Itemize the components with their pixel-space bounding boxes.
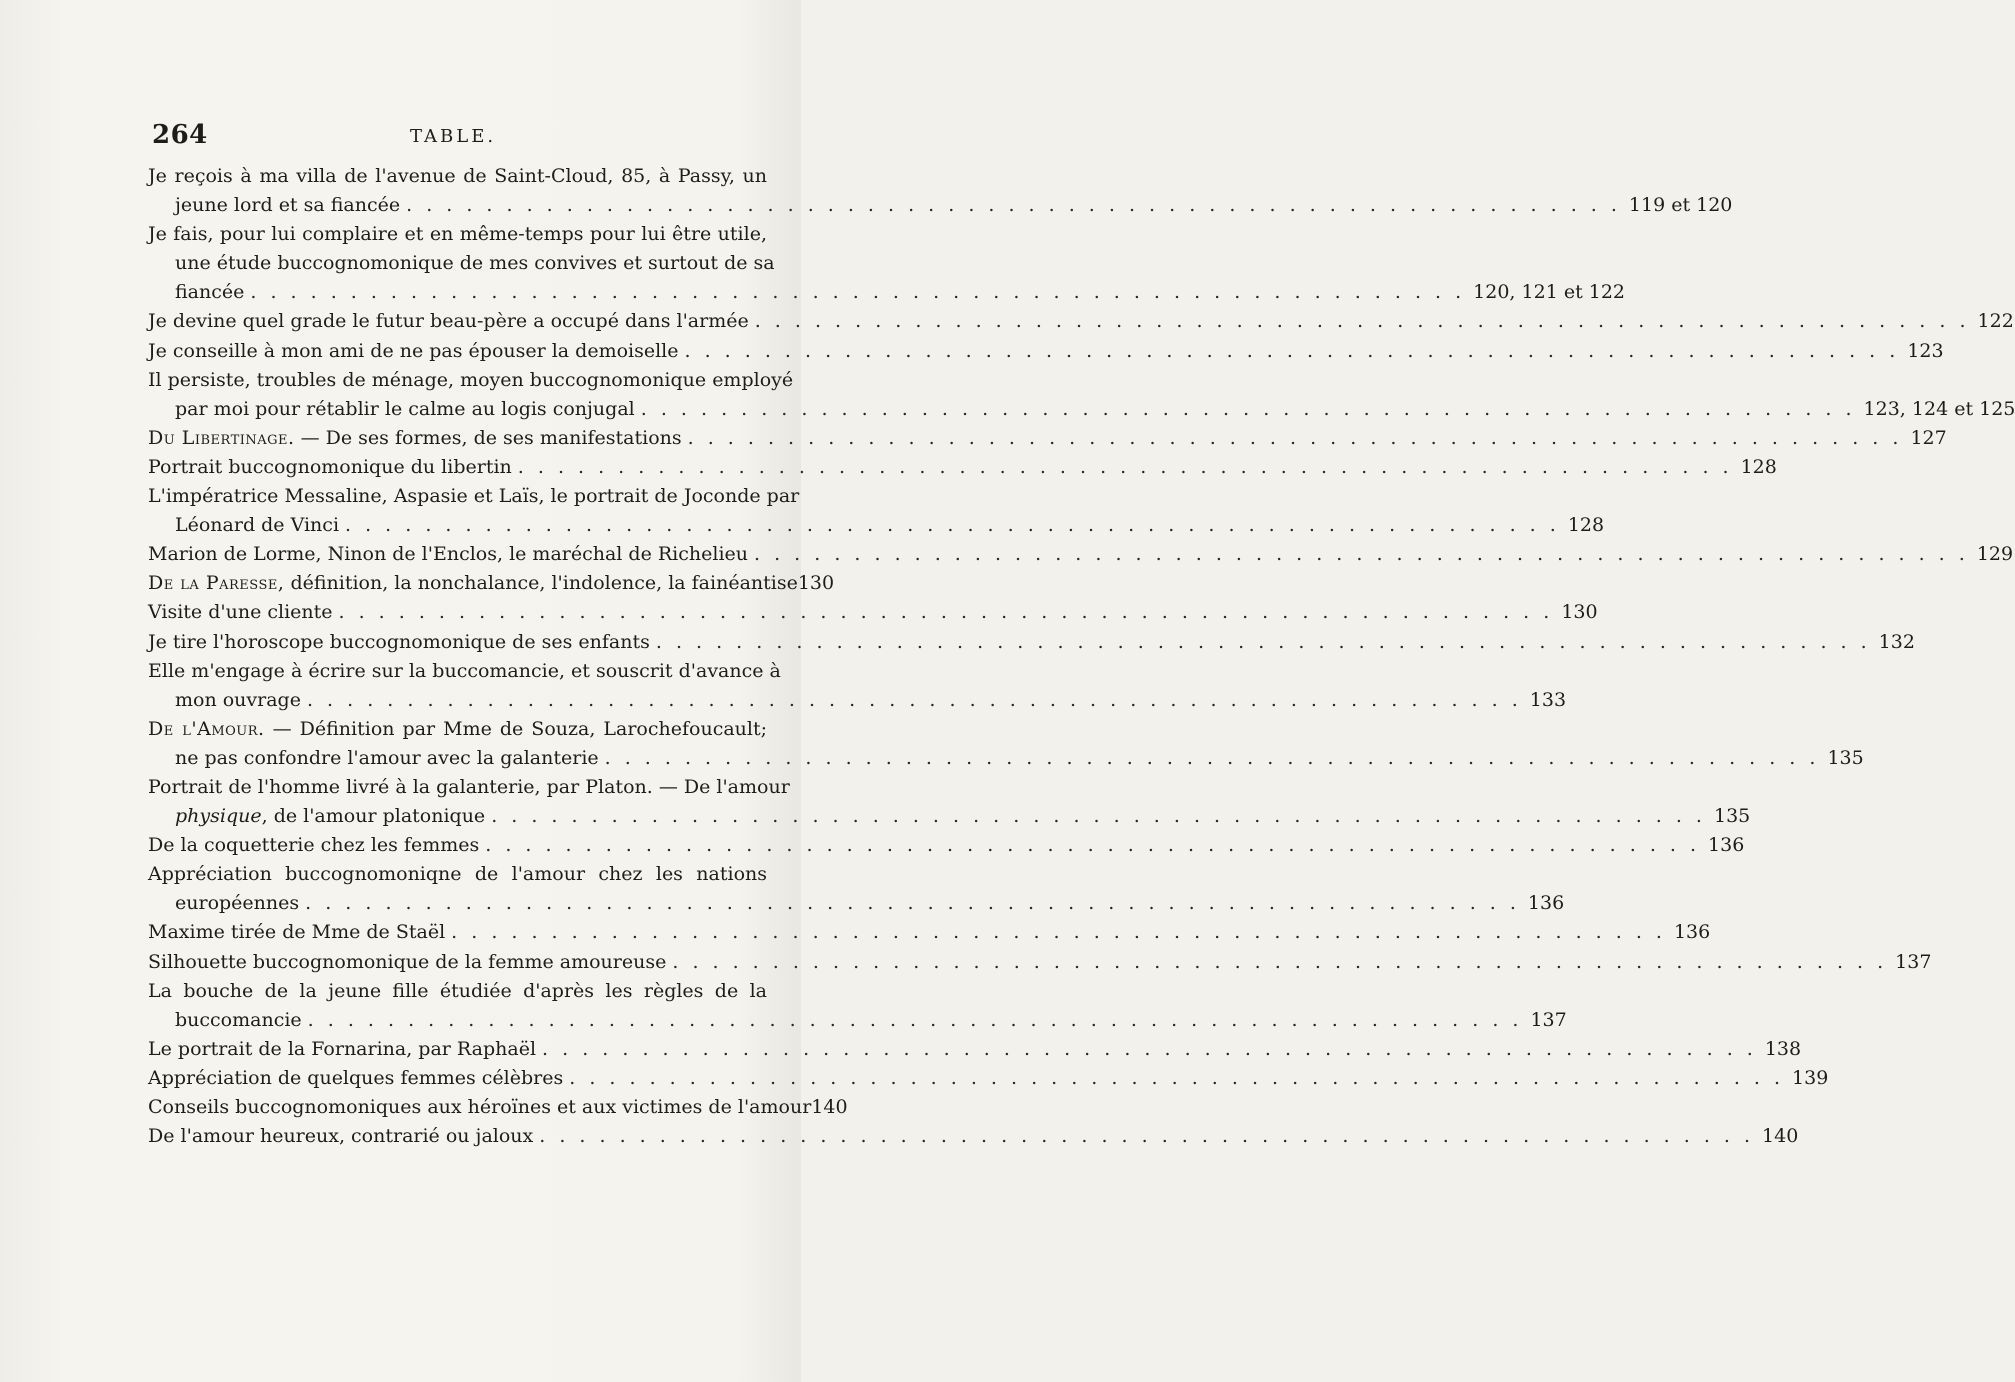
toc-page-number: 139 — [1792, 1066, 1829, 1089]
toc-entry-line — [0, 773, 790, 802]
toc-entry-text: fiancée — [175, 281, 245, 304]
toc-page-number: 133 — [1529, 688, 1567, 711]
toc-entry — [0, 831, 1745, 860]
toc-entry-text: Maxime tirée de Mme de Staël — [148, 921, 446, 944]
toc-page-number: 123 — [1907, 339, 1944, 362]
toc-entry — [0, 977, 1567, 1035]
toc-entry-text: Je fais, pour lui complaire et en même-temps pour lui être utile, — [148, 223, 767, 246]
toc-entry-text: De l'Amour. — Définition par Mme de Souza, Larochefoucault; — [148, 717, 768, 740]
toc-entry-text: ne pas confondre l'amour avec la galanterie — [175, 746, 599, 769]
toc-page-number: 120, 121 et 122 — [1473, 281, 1626, 304]
toc-entry-line — [0, 598, 1598, 627]
toc-entry-line — [0, 569, 835, 598]
toc-entry-line — [0, 395, 2015, 424]
toc-entry-text: Du Libertinage. — De ses formes, de ses manifestations — [148, 426, 682, 449]
dot-leader — [406, 191, 1621, 220]
toc-entry-line — [0, 802, 1751, 831]
dot-leader — [754, 540, 1969, 569]
table-of-contents — [0, 162, 2015, 1151]
dot-leader — [451, 918, 1666, 947]
toc-page-number: 123, 124 et 125 — [1863, 397, 2015, 420]
toc-entry-line — [0, 744, 1864, 773]
dot-leader — [305, 889, 1520, 918]
toc-entry — [0, 715, 1864, 773]
dot-leader — [518, 453, 1733, 482]
toc-entry-line — [0, 1006, 1567, 1035]
toc-entry — [0, 220, 1626, 307]
toc-entry-text: mon ouvrage — [175, 688, 301, 711]
toc-entry-text: Je reçois à ma villa de l'avenue de Saint-Cloud, 85, à Passy, un — [148, 165, 767, 187]
toc-entry-line — [0, 482, 800, 511]
toc-entry — [0, 918, 1711, 947]
toc-entry-line — [0, 977, 767, 1006]
toc-entry-line — [0, 307, 2014, 336]
page-header — [152, 120, 752, 156]
toc-entry-text: Je devine quel grade le futur beau-père a occupé dans l'armée — [148, 310, 749, 333]
toc-entry-text: De la Paresse, définition, la nonchalance, l'indolence, la fainéantise — [148, 572, 798, 595]
toc-entry-text: physique, de l'amour platonique — [175, 805, 486, 828]
toc-page-number: 136 — [1527, 892, 1565, 915]
toc-entry-text: L'impératrice Messaline, Aspasie et Laïs, le portrait de Joconde par — [148, 485, 800, 508]
dot-leader — [491, 802, 1706, 831]
toc-entry-line — [0, 686, 1567, 715]
toc-entry-text: Visite d'une cliente — [148, 601, 333, 624]
toc-entry-line — [0, 511, 1605, 540]
toc-entry-text: Portrait buccognomonique du libertin — [148, 455, 512, 478]
toc-entry-text: une étude buccognomonique de mes convives et surtout de sa — [175, 252, 775, 275]
toc-entry — [0, 162, 1733, 220]
toc-entry-line — [0, 889, 1565, 918]
dot-leader — [641, 395, 1856, 424]
toc-entry-line — [0, 278, 1626, 307]
toc-entry — [0, 1035, 1802, 1064]
toc-entry-text: Silhouette buccognomonique de la femme amoureuse — [148, 950, 667, 973]
toc-entry — [0, 482, 1605, 540]
dot-leader — [542, 1035, 1757, 1064]
toc-entry — [0, 569, 835, 598]
toc-entry — [0, 1093, 848, 1122]
toc-entry-text: Léonard de Vinci — [175, 514, 340, 537]
dot-leader — [345, 511, 1560, 540]
page-number: 264 — [152, 120, 208, 150]
toc-entry-line — [0, 1064, 1829, 1093]
toc-page-number: 140 — [1762, 1125, 1799, 1148]
toc-entry-text: Appréciation buccognomoniqne de l'amour chez les nations — [148, 863, 767, 886]
toc-entry-line — [0, 831, 1745, 860]
toc-entry — [0, 628, 1915, 657]
toc-entry-line — [0, 860, 767, 889]
toc-entry-line — [0, 191, 1733, 220]
toc-entry-line — [0, 948, 1932, 977]
toc-entry-line — [0, 918, 1711, 947]
dot-leader — [688, 424, 1903, 453]
toc-entry — [0, 860, 1565, 918]
dot-leader — [308, 1006, 1523, 1035]
toc-page-number: 137 — [1530, 1008, 1567, 1031]
dot-leader — [605, 744, 1820, 773]
toc-page-number: 122 — [1977, 310, 2014, 333]
toc-entry — [0, 424, 1947, 453]
toc-entry-text: Marion de Lorme, Ninon de l'Enclos, le maréchal de Richelieu — [148, 543, 749, 566]
toc-page-number: 119 et 120 — [1628, 194, 1733, 217]
toc-entry-line — [0, 1093, 848, 1122]
running-title: TABLE. — [410, 126, 497, 147]
toc-entry-text: par moi pour rétablir le calme au logis conjugal — [175, 397, 635, 420]
toc-page-number: 135 — [1827, 746, 1864, 769]
dot-leader — [672, 948, 1887, 977]
dot-leader — [339, 598, 1554, 627]
dot-leader — [485, 831, 1700, 860]
toc-entry — [0, 307, 2014, 336]
dot-leader — [307, 686, 1522, 715]
toc-entry-line — [0, 366, 794, 395]
toc-page-number: 127 — [1910, 426, 1947, 449]
toc-entry — [0, 540, 2014, 569]
toc-entry-text: jeune lord et sa fiancée — [175, 194, 401, 217]
toc-entry-line — [0, 1035, 1802, 1064]
toc-entry-text: De la coquetterie chez les femmes — [148, 834, 480, 857]
toc-entry-line — [0, 162, 767, 191]
toc-page-number: 128 — [1567, 514, 1605, 537]
toc-entry — [0, 453, 1777, 482]
dot-leader — [656, 628, 1871, 657]
toc-page-number: 135 — [1713, 805, 1751, 828]
toc-entry — [0, 366, 2015, 424]
toc-entry-text: Conseils buccognomoniques aux héroïnes et aux victimes de l'amour — [148, 1096, 812, 1118]
toc-entry — [0, 948, 1932, 977]
dot-leader — [250, 278, 1465, 307]
toc-page-number: 129 — [1976, 543, 2014, 566]
toc-page-number: 130 — [797, 572, 835, 595]
toc-entry-line — [0, 1122, 1799, 1151]
toc-page-number: 136 — [1708, 834, 1745, 857]
toc-entry-text: Appréciation de quelques femmes célèbres — [148, 1066, 564, 1089]
toc-entry — [0, 1064, 1829, 1093]
toc-entry-text: Le portrait de la Fornarina, par Raphaël — [148, 1037, 537, 1060]
section-heading: De la Paresse, — [148, 572, 285, 595]
toc-entry-line — [0, 657, 781, 686]
toc-entry-line — [0, 337, 1944, 366]
toc-entry-text: Il persiste, troubles de ménage, moyen buccognomonique employé — [148, 368, 794, 391]
toc-page-number: 137 — [1895, 950, 1932, 973]
toc-entry — [0, 1122, 1799, 1151]
toc-page-number: 138 — [1764, 1037, 1802, 1060]
toc-entry-text: Elle m'engage à écrire sur la buccomancie, et souscrit d'avance à — [148, 659, 781, 682]
toc-entry-line — [0, 715, 767, 744]
toc-entry — [0, 657, 1567, 715]
toc-page-number: 136 — [1673, 921, 1711, 944]
toc-entry — [0, 773, 1751, 831]
dot-leader — [569, 1064, 1784, 1093]
toc-entry — [0, 337, 1944, 366]
toc-page-number: 132 — [1878, 630, 1915, 653]
toc-entry-text: De l'amour heureux, contrarié ou jaloux — [148, 1125, 534, 1148]
toc-entry-line — [0, 628, 1915, 657]
toc-entry-text: Portrait de l'homme livré à la galanterie, par Platon. — De l'amour — [148, 775, 790, 798]
dot-leader — [539, 1122, 1754, 1151]
toc-entry-line — [0, 424, 1947, 453]
section-heading: De l'Amour. — [148, 717, 265, 740]
toc-entry-text: buccomancie — [175, 1008, 302, 1031]
toc-page-number: 128 — [1740, 455, 1777, 478]
toc-page-number: 130 — [1561, 601, 1598, 624]
toc-entry-text: Je tire l'horoscope buccognomonique de ses enfants — [148, 630, 650, 653]
dot-leader — [755, 307, 1970, 336]
dot-leader — [685, 337, 1900, 366]
toc-entry-line — [0, 249, 775, 278]
section-heading: Du Libertinage. — [148, 426, 295, 449]
toc-entry — [0, 598, 1598, 627]
toc-entry-text: Je conseille à mon ami de ne pas épouser la demoiselle — [148, 339, 679, 362]
toc-entry-line — [0, 453, 1777, 482]
toc-entry-text: La bouche de la jeune fille étudiée d'après les règles de la — [148, 979, 767, 1002]
toc-entry-line — [0, 540, 2014, 569]
toc-page-number: 140 — [811, 1096, 848, 1118]
toc-entry-line — [0, 220, 767, 249]
toc-entry-text: européennes — [175, 892, 300, 915]
